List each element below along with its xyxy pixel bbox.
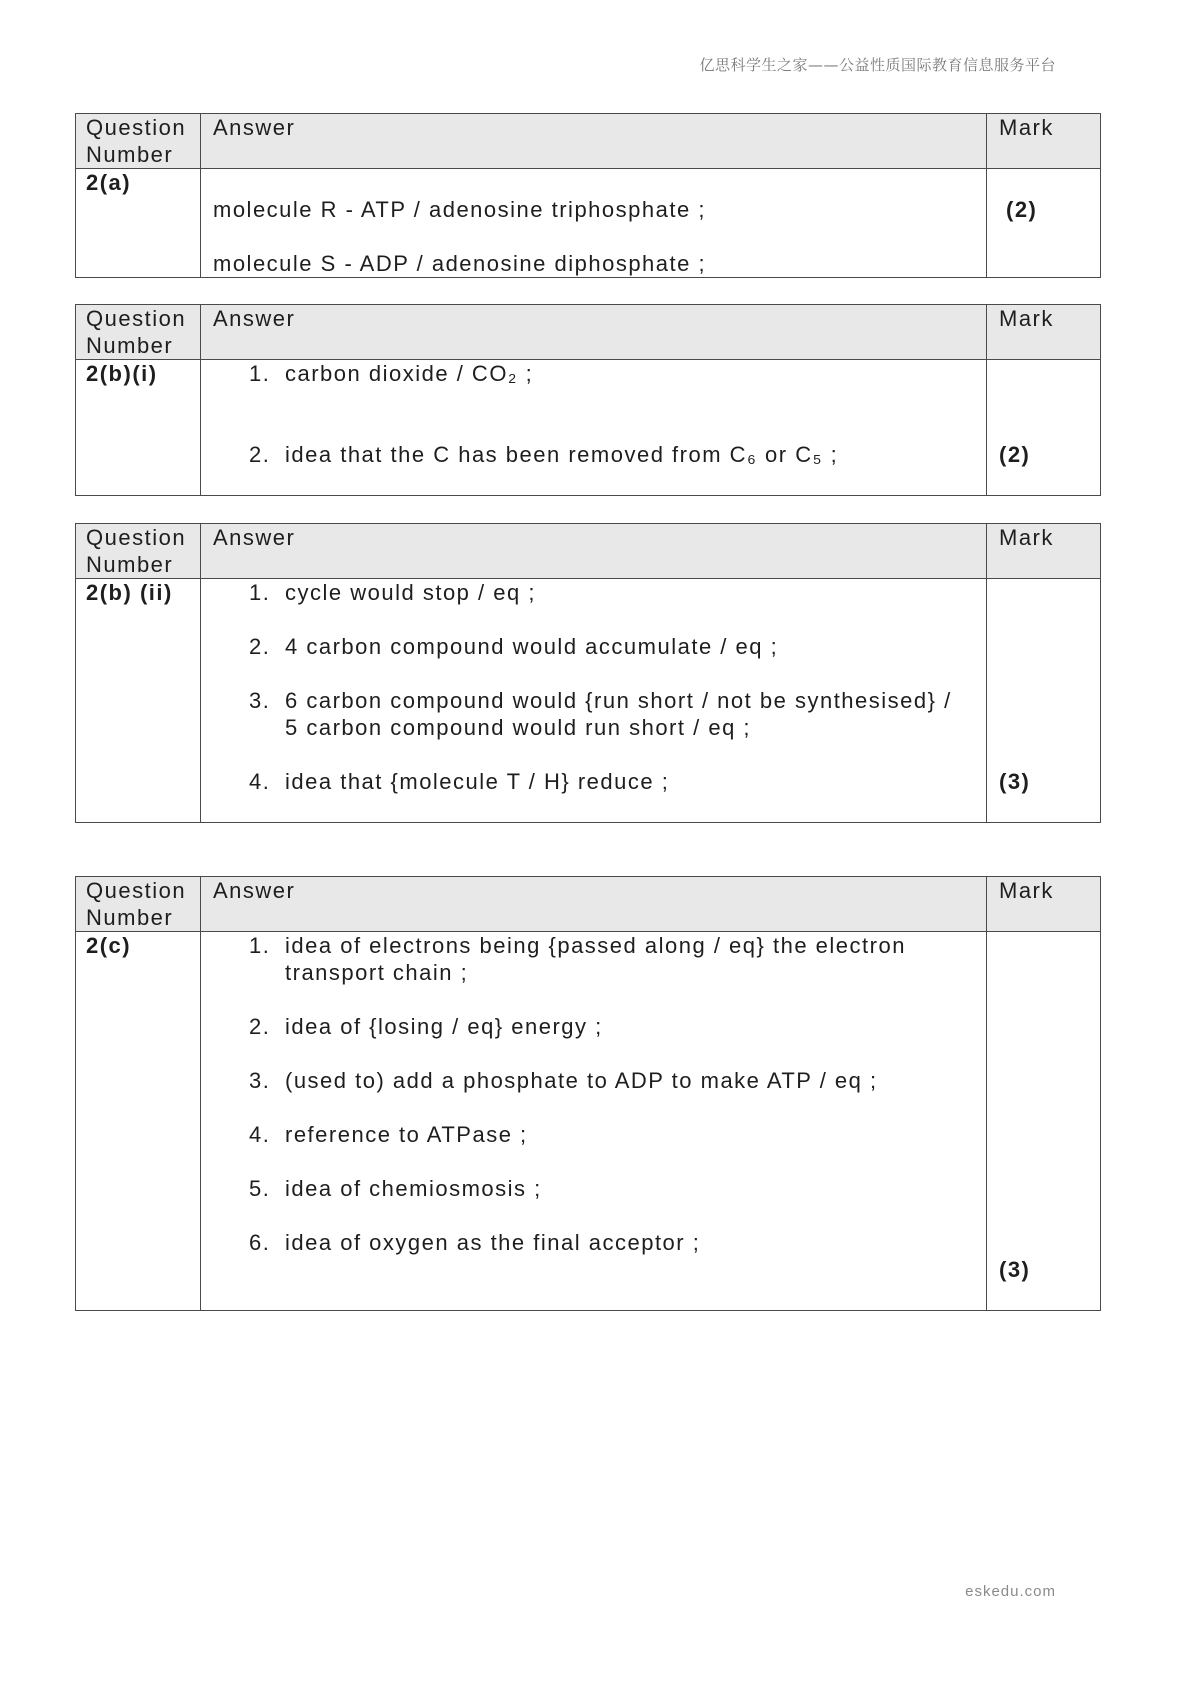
answer-item [249, 441, 961, 468]
question-number: 2(b)(i) [86, 361, 158, 386]
question-number: 2(a) [86, 170, 132, 195]
question-number-header: Question Number [76, 305, 201, 360]
item-text: 6 carbon compound would {run short / not be synthesised} / 5 carbon compound would run short / eq ; [285, 688, 952, 740]
mark-header: Mark [987, 114, 1101, 169]
mark-scheme-table-2a [75, 113, 1101, 278]
item-text: idea of electrons being {passed along / eq} the electron transport chain ; [285, 933, 906, 985]
table-header-row [76, 305, 1101, 360]
question-number-header: Question Number [76, 114, 201, 169]
item-number: 3. [249, 1068, 271, 1093]
item-number: 6. [249, 1230, 271, 1255]
item-number: 1. [249, 361, 271, 386]
table-header-row [76, 877, 1101, 932]
mark-cell [987, 932, 1101, 1311]
answer-cell [201, 360, 987, 496]
answer-item [249, 932, 961, 986]
item-text: idea that {molecule T / H} reduce ; [285, 769, 670, 794]
item-number: 2. [249, 634, 271, 659]
mark-cell [987, 169, 1101, 278]
item-text: idea of {losing / eq} energy ; [285, 1014, 603, 1039]
answer-item [249, 1121, 961, 1148]
table-row [76, 579, 1101, 823]
answer-item [249, 1013, 961, 1040]
answer-cell [201, 932, 987, 1311]
item-text: idea of oxygen as the final acceptor ; [285, 1230, 701, 1255]
mark-header: Mark [987, 877, 1101, 932]
answer-item [249, 1067, 961, 1094]
mark-header: Mark [987, 305, 1101, 360]
question-number-cell [76, 360, 201, 496]
item-number: 2. [249, 442, 271, 467]
answer-header: Answer [201, 524, 987, 579]
mark-value: (2) [999, 442, 1031, 467]
item-number: 1. [249, 580, 271, 605]
question-number-cell [76, 169, 201, 278]
mark-value: (2) [1006, 197, 1038, 222]
item-text: reference to ATPase ; [285, 1122, 528, 1147]
question-number: 2(c) [86, 933, 132, 958]
answer-item [249, 360, 961, 387]
item-text: idea of chemiosmosis ; [285, 1176, 542, 1201]
mark-scheme-table-2c [75, 876, 1101, 1311]
answer-item [249, 633, 961, 660]
table-row [76, 169, 1101, 278]
question-number-header: Question Number [76, 524, 201, 579]
item-text: cycle would stop / eq ; [285, 580, 536, 605]
question-number-cell [76, 579, 201, 823]
answer-header: Answer [201, 877, 987, 932]
question-number-header: Question Number [76, 877, 201, 932]
item-text: carbon dioxide / CO₂ ; [285, 361, 534, 386]
table-row [76, 360, 1101, 496]
answer-cell [201, 579, 987, 823]
answer-line: molecule S - ADP / adenosine diphosphate ; [213, 251, 707, 276]
table-header-row [76, 524, 1101, 579]
item-text: 4 carbon compound would accumulate / eq ; [285, 634, 779, 659]
question-number: 2(b) (ii) [86, 580, 173, 605]
answer-item [249, 768, 961, 795]
answer-item [249, 1229, 961, 1256]
answer-item [249, 1175, 961, 1202]
item-number: 3. [249, 688, 271, 713]
item-number: 1. [249, 933, 271, 958]
item-text: (used to) add a phosphate to ADP to make ATP / eq ; [285, 1068, 878, 1093]
table-header-row [76, 114, 1101, 169]
answer-line: molecule R - ATP / adenosine triphosphate ; [213, 197, 706, 222]
mark-header: Mark [987, 524, 1101, 579]
item-number: 2. [249, 1014, 271, 1039]
answer-item [249, 579, 961, 606]
mark-scheme-table-2bii [75, 523, 1101, 823]
answer-cell [201, 169, 987, 278]
answer-header: Answer [201, 114, 987, 169]
question-number-cell [76, 932, 201, 1311]
item-number: 4. [249, 769, 271, 794]
header-note: 亿思科学生之家——公益性质国际教育信息服务平台 [699, 56, 1056, 74]
answer-header: Answer [201, 305, 987, 360]
mark-value: (3) [999, 1257, 1031, 1282]
answer-item [249, 687, 961, 741]
item-text: idea that the C has been removed from C₆ or C₅ ; [285, 442, 839, 467]
footer-site: eskedu.com [965, 1583, 1056, 1600]
item-number: 5. [249, 1176, 271, 1201]
table-row [76, 932, 1101, 1311]
mark-cell [987, 579, 1101, 823]
item-number: 4. [249, 1122, 271, 1147]
mark-cell [987, 360, 1101, 496]
mark-value: (3) [999, 769, 1031, 794]
mark-scheme-table-2bi [75, 304, 1101, 496]
